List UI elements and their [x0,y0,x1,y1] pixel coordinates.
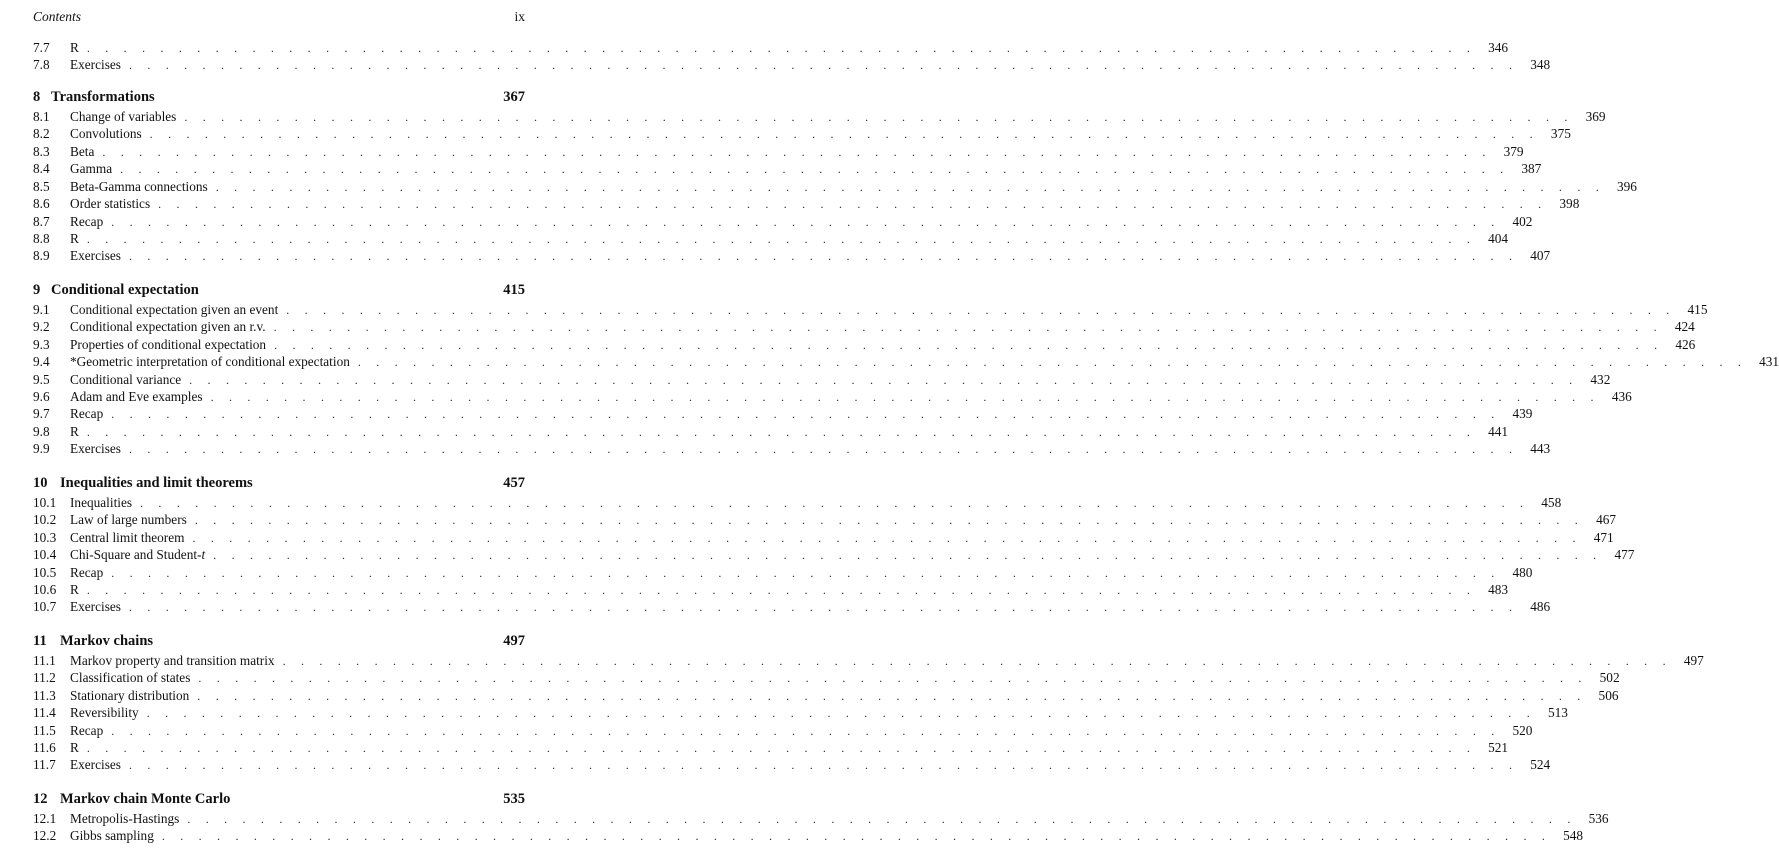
section-number: 9.9 [33,441,50,457]
section-number: 11.6 [33,740,56,755]
section-title: Recap [70,406,104,422]
running-header [33,9,525,25]
section-number: 7.7 [33,40,50,55]
section-number: 10.7 [33,599,57,615]
leader-dots: . . . . . . . . . . . . . . . . . . . . . . . . . . . . . . . . . . . . . . . . . . . . . . . . . . . . . . . . . . . . . . . . . . . . . . . . . . . . [111,565,1501,580]
section-number: 8.2 [33,126,50,142]
toc-entry[interactable] [33,319,1695,336]
section-title: Chi-Square and Student-t [70,547,206,563]
toc-entry[interactable] [33,161,1542,178]
section-title: Recap [70,722,104,738]
section-page: 396 [1616,178,1637,194]
leader-dots: . . . . . . . . . . . . . . . . . . . . . . . . . . . . . . . . . . . . . . . . . . . . . . . . . . . . . . . . . . . . . . . . . . . . . . . . . . . . [128,758,1519,773]
chapter-heading[interactable] [33,475,525,495]
section-title: Reversibility [70,705,139,721]
section-title: Central limit theorem [70,529,185,545]
section-title: Exercises [70,248,121,264]
toc-entry[interactable] [33,126,1571,143]
toc-entry[interactable] [33,652,1704,670]
section-number: 8.1 [33,108,50,124]
section-number: 8.8 [33,230,50,246]
section-number: 9.8 [33,423,50,439]
section-page: 477 [1614,547,1635,563]
section-number: 10.6 [33,581,57,597]
section-title: Exercises [70,57,121,73]
toc-entry[interactable] [33,687,1619,705]
section-page: 536 [1588,810,1609,826]
section-page: 415 [1687,301,1708,317]
section-title: R [70,740,79,755]
section-number: 9.4 [33,354,50,370]
chapter-block [33,281,1779,459]
section-title: Beta-Gamma connections [70,178,208,194]
section-page: 524 [1530,757,1551,773]
leader-dots: . . . . . . . . . . . . . . . . . . . . . . . . . . . . . . . . . . . . . . . . . . . . . . . . . . . . . . . . . . . . . . . . . . . . . . . . . . . . [273,320,1663,335]
section-page: 497 [1683,652,1704,668]
section-number: 11.7 [33,757,56,773]
chapter-number: 8 [33,88,41,105]
leader-dots: . . . . . . . . . . . . . . . . . . . . . . . . . . . . . . . . . . . . . . . . . . . . . . . . . . . . . . . . . . . . . . . . . . . . . . . . . . . . [120,162,1510,177]
leader-dots: . . . . . . . . . . . . . . . . . . . . . . . . . . . . . . . . . . . . . . . . . . . . . . . . . . . . . . . . . . . . . . . . . . . . . . . . . . . . [213,548,1603,563]
section-page: 441 [1488,423,1509,439]
section-title: Properties of conditional expectation [70,336,267,352]
section-page: 404 [1488,230,1509,246]
section-number: 9.2 [33,319,50,335]
section-page: 402 [1512,213,1533,229]
section-number: 8.3 [33,143,50,159]
section-number: 11.3 [33,687,56,703]
page-number: ix [514,9,525,24]
leader-dots: . . . . . . . . . . . . . . . . . . . . . . . . . . . . . . . . . . . . . . . . . . . . . . . . . . . . . . . . . . . . . . . . . . . . . . . . . . . . [158,197,1548,212]
section-title: Order statistics [70,196,151,212]
section-title: R [70,40,79,55]
leader-dots: . . . . . . . . . . . . . . . . . . . . . . . . . . . . . . . . . . . . . . . . . . . . . . . . . . . . . . . . . . . . . . . . . . . . . . . . . . . . [194,513,1585,528]
toc-entry[interactable] [33,196,1580,213]
chapter-heading[interactable] [33,89,525,109]
section-number: 7.8 [33,57,50,73]
toc-entry[interactable] [33,441,1551,458]
section-page: 521 [1488,740,1509,755]
leader-dots: . . . . . . . . . . . . . . . . . . . . . . . . . . . . . . . . . . . . . . . . . . . . . . . . . . . . . . . . . . . . . . . . . . . . . . . . . . . . [149,127,1539,142]
toc-entry[interactable] [33,40,1509,57]
leader-dots: . . . . . . . . . . . . . . . . . . . . . . . . . . . . . . . . . . . . . . . . . . . . . . . . . . . . . . . . . . . . . . . . . . . . . . . . . . . . [111,407,1501,422]
section-title: Exercises [70,599,121,615]
toc-entry[interactable] [33,810,1609,828]
section-number: 10.1 [33,494,57,510]
section-title: Conditional expectation given an event [70,301,279,317]
section-number: 10.4 [33,547,57,563]
section-title: Classification of states [70,670,191,686]
leader-dots: . . . . . . . . . . . . . . . . . . . . . . . . . . . . . . . . . . . . . . . . . . . . . . . . . . . . . . . . . . . . . . . . . . . . . . . . . . . . [128,600,1519,615]
chapter-block [33,474,1635,617]
toc-entry[interactable] [33,108,1606,126]
section-page: 520 [1512,722,1533,738]
toc-entry[interactable] [33,757,1551,774]
section-number: 9.7 [33,406,50,422]
section-title: Change of variables [70,108,177,124]
leader-dots: . . . . . . . . . . . . . . . . . . . . . . . . . . . . . . . . . . . . . . . . . . . . . . . . . . . . . . . . . . . . . . . . . . . . . . . . . . . . [102,144,1492,159]
section-title: Recap [70,564,104,580]
section-title: Recap [70,213,104,229]
section-number: 8.6 [33,196,50,212]
leader-dots: . . . . . . . . . . . . . . . . . . . . . . . . . . . . . . . . . . . . . . . . . . . . . . . . . . . . . . . . . . . . . . . . . . . . . . . . . . . . [215,179,1605,194]
section-number: 12.2 [33,828,57,844]
toc-entry[interactable] [33,230,1509,248]
section-page: 369 [1585,108,1606,124]
leader-dots: . . . . . . . . . . . . . . . . . . . . . . . . . . . . . . . . . . . . . . . . . . . . . . . . . . . . . . . . . . . . . . . . . . . . . . . . . . . . [86,231,1477,246]
section-page: 398 [1559,196,1580,212]
toc-entry[interactable] [33,722,1533,740]
toc-entry[interactable] [33,336,1696,354]
chapter-heading[interactable] [33,791,525,811]
section-page: 387 [1521,161,1542,177]
toc-entry[interactable] [33,494,1562,512]
section-page: 467 [1596,512,1617,528]
section-number: 9.1 [33,301,50,317]
chapter-title: Inequalities and limit theorems [60,474,253,491]
chapter-title: Transformations [51,88,155,105]
section-title: Metropolis-Hastings [70,810,180,826]
section-page: 346 [1488,40,1509,55]
section-number: 11.1 [33,652,56,668]
header-title: Contents [33,9,82,24]
section-page: 513 [1547,705,1568,721]
toc-entry[interactable] [33,248,1551,265]
leader-dots: . . . . . . . . . . . . . . . . . . . . . . . . . . . . . . . . . . . . . . . . . . . . . . . . . . . . . . . . . . . . . . . . . . . . . . . . . . . . [86,424,1477,439]
leader-dots: . . . . . . . . . . . . . . . . . . . . . . . . . . . . . . . . . . . . . . . . . . . . . . . . . . . . . . . . . . . . . . . . . . . . . . . . . . . . [187,811,1577,826]
chapter-number: 12 [33,790,48,807]
section-number: 10.3 [33,529,57,545]
leader-dots: . . . . . . . . . . . . . . . . . . . . . . . . . . . . . . . . . . . . . . . . . . . . . . . . . . . . . . . . . . . . . . . . . . . . . . . . . . . . [274,337,1664,352]
section-page: 431 [1759,354,1779,370]
section-page: 443 [1530,441,1551,457]
leader-dots: . . . . . . . . . . . . . . . . . . . . . . . . . . . . . . . . . . . . . . . . . . . . . . . . . . . . . . . . . . . . . . . . . . . . . . . . . . . . [189,372,1579,387]
section-title: Beta [70,143,95,159]
leader-dots: . . . . . . . . . . . . . . . . . . . . . . . . . . . . . . . . . . . . . . . . . . . . . . . . . . . . . . . . . . . . . . . . . . . . . . . . . . . . [184,109,1574,124]
section-title: Law of large numbers [70,512,187,528]
section-page: 486 [1530,599,1551,615]
section-title: Gamma [70,161,113,177]
section-page: 502 [1599,670,1620,686]
section-title: Convolutions [70,126,142,142]
toc-entry[interactable] [33,705,1568,722]
chapter-heading[interactable] [33,633,525,653]
leader-dots: . . . . . . . . . . . . . . . . . . . . . . . . . . . . . . . . . . . . . . . . . . . . . . . . . . . . . . . . . . . . . . . . . . . . . . . . . . . . [128,58,1519,73]
leader-dots: . . . . . . . . . . . . . . . . . . . . . . . . . . . . . . . . . . . . . . . . . . . . . . . . . . . . . . . . . . . . . . . . . . . . . . . . . . . . [161,829,1552,844]
section-page: 458 [1541,494,1562,510]
section-number: 8.4 [33,161,50,177]
section-title: Stationary distribution [70,687,190,703]
section-number: 10.5 [33,564,57,580]
leader-dots: . . . . . . . . . . . . . . . . . . . . . . . . . . . . . . . . . . . . . . . . . . . . . . . . . . . . . . . . . . . . . . . . . . . . . . . . . . . . [140,495,1530,510]
leader-dots: . . . . . . . . . . . . . . . . . . . . . . . . . . . . . . . . . . . . . . . . . . . . . . . . . . . . . . . . . . . . . . . . . . . . . . . . . . . . [128,249,1519,264]
leader-dots: . . . . . . . . . . . . . . . . . . . . . . . . . . . . . . . . . . . . . . . . . . . . . . . . . . . . . . . . . . . . . . . . . . . . . . . . . . . . [357,355,1748,370]
section-number: 8.9 [33,248,50,264]
leader-dots: . . . . . . . . . . . . . . . . . . . . . . . . . . . . . . . . . . . . . . . . . . . . . . . . . . . . . . . . . . . . . . . . . . . . . . . . . . . . [286,302,1676,317]
toc-entry[interactable] [33,371,1611,389]
toc-entry[interactable] [33,57,1551,74]
chapter-block [33,88,1637,266]
section-number: 10.2 [33,512,57,528]
leader-dots: . . . . . . . . . . . . . . . . . . . . . . . . . . . . . . . . . . . . . . . . . . . . . . . . . . . . . . . . . . . . . . . . . . . . . . . . . . . . [192,530,1582,545]
section-title: *Geometric interpretation of conditional expectation [70,354,350,370]
section-title: Adam and Eve examples [70,389,203,404]
chapter-page: 497 [503,632,525,649]
toc-entry[interactable] [33,740,1509,757]
section-number: 9.3 [33,336,50,352]
table-of-contents [33,40,1779,862]
toc-entry[interactable] [33,564,1533,582]
section-page: 432 [1590,371,1611,387]
toc-entry[interactable] [33,301,1708,319]
section-title: Gibbs sampling [70,828,154,844]
chapter-number: 9 [33,281,41,298]
section-title: Inequalities [70,494,133,510]
leader-dots: . . . . . . . . . . . . . . . . . . . . . . . . . . . . . . . . . . . . . . . . . . . . . . . . . . . . . . . . . . . . . . . . . . . . . . . . . . . . [128,442,1519,457]
leader-dots: . . . . . . . . . . . . . . . . . . . . . . . . . . . . . . . . . . . . . . . . . . . . . . . . . . . . . . . . . . . . . . . . . . . . . . . . . . . . [111,214,1501,229]
toc-entry[interactable] [33,178,1637,196]
section-page: 548 [1563,828,1584,844]
toc-entry[interactable] [33,213,1533,231]
section-number: 9.5 [33,371,50,387]
section-page: 407 [1530,248,1551,264]
section-page: 424 [1674,319,1695,335]
section-number: 9.6 [33,389,50,404]
toc-entry[interactable] [33,599,1551,616]
leader-dots: . . . . . . . . . . . . . . . . . . . . . . . . . . . . . . . . . . . . . . . . . . . . . . . . . . . . . . . . . . . . . . . . . . . . . . . . . . . . [210,390,1600,404]
chapter-title: Markov chains [60,632,154,649]
leader-dots: . . . . . . . . . . . . . . . . . . . . . . . . . . . . . . . . . . . . . . . . . . . . . . . . . . . . . . . . . . . . . . . . . . . . . . . . . . . . [111,723,1501,738]
chapter-page: 367 [503,88,525,105]
section-title: Exercises [70,441,121,457]
section-number: 11.4 [33,705,56,721]
toc-entry[interactable] [33,529,1614,547]
leader-dots: . . . . . . . . . . . . . . . . . . . . . . . . . . . . . . . . . . . . . . . . . . . . . . . . . . . . . . . . . . . . . . . . . . . . . . . . . . . . [197,688,1587,703]
chapter-heading[interactable] [33,282,525,302]
leader-dots: . . . . . . . . . . . . . . . . . . . . . . . . . . . . . . . . . . . . . . . . . . . . . . . . . . . . . . . . . . . . . . . . . . . . . . . . . . . . [86,741,1477,755]
continued-sections [33,40,1551,75]
section-number: 12.1 [33,810,57,826]
chapter-number: 10 [33,474,48,491]
section-page: 480 [1512,564,1533,580]
chapter-title: Conditional expectation [51,281,199,298]
section-page: 439 [1512,406,1533,422]
section-page: 506 [1598,687,1619,703]
section-page: 379 [1503,143,1524,159]
leader-dots: . . . . . . . . . . . . . . . . . . . . . . . . . . . . . . . . . . . . . . . . . . . . . . . . . . . . . . . . . . . . . . . . . . . . . . . . . . . . [282,653,1672,668]
section-number: 8.7 [33,213,50,229]
section-page: 471 [1593,529,1614,545]
chapter-page: 415 [503,281,525,298]
leader-dots: . . . . . . . . . . . . . . . . . . . . . . . . . . . . . . . . . . . . . . . . . . . . . . . . . . . . . . . . . . . . . . . . . . . . . . . . . . . . [86,582,1477,597]
section-title: R [70,423,79,439]
chapter-page: 457 [503,474,525,491]
leader-dots: . . . . . . . . . . . . . . . . . . . . . . . . . . . . . . . . . . . . . . . . . . . . . . . . . . . . . . . . . . . . . . . . . . . . . . . . . . . . [198,671,1588,686]
toc-entry[interactable] [33,547,1635,564]
section-page: 348 [1530,57,1551,73]
chapter-page: 535 [503,790,525,807]
section-title: Markov property and transition matrix [70,652,275,668]
toc-entry[interactable] [33,828,1584,845]
section-number: 11.2 [33,670,56,686]
leader-dots: . . . . . . . . . . . . . . . . . . . . . . . . . . . . . . . . . . . . . . . . . . . . . . . . . . . . . . . . . . . . . . . . . . . . . . . . . . . . [146,706,1536,721]
section-number: 8.5 [33,178,50,194]
section-page: 375 [1550,126,1571,142]
toc-entry[interactable] [33,143,1524,161]
toc-entry[interactable] [33,581,1509,599]
toc-entry[interactable] [33,354,1779,371]
section-page: 426 [1675,336,1696,352]
section-page: 436 [1611,389,1632,404]
toc-entry[interactable] [33,512,1617,529]
toc-entry[interactable] [33,406,1533,423]
chapter-number: 11 [33,632,47,649]
section-title: Exercises [70,757,121,773]
chapter-title: Markov chain Monte Carlo [60,790,231,807]
section-title: R [70,230,79,246]
chapter-block [33,790,1609,846]
toc-entry[interactable] [33,670,1620,687]
section-title: Conditional variance [70,371,182,387]
section-title: Conditional expectation given an r.v. [70,319,266,335]
section-title: R [70,581,79,597]
toc-entry[interactable] [33,423,1509,441]
section-number: 11.5 [33,722,56,738]
toc-entry[interactable] [33,389,1632,406]
chapter-block [33,632,1704,775]
section-page: 483 [1488,581,1509,597]
leader-dots: . . . . . . . . . . . . . . . . . . . . . . . . . . . . . . . . . . . . . . . . . . . . . . . . . . . . . . . . . . . . . . . . . . . . . . . . . . . . [86,41,1477,55]
